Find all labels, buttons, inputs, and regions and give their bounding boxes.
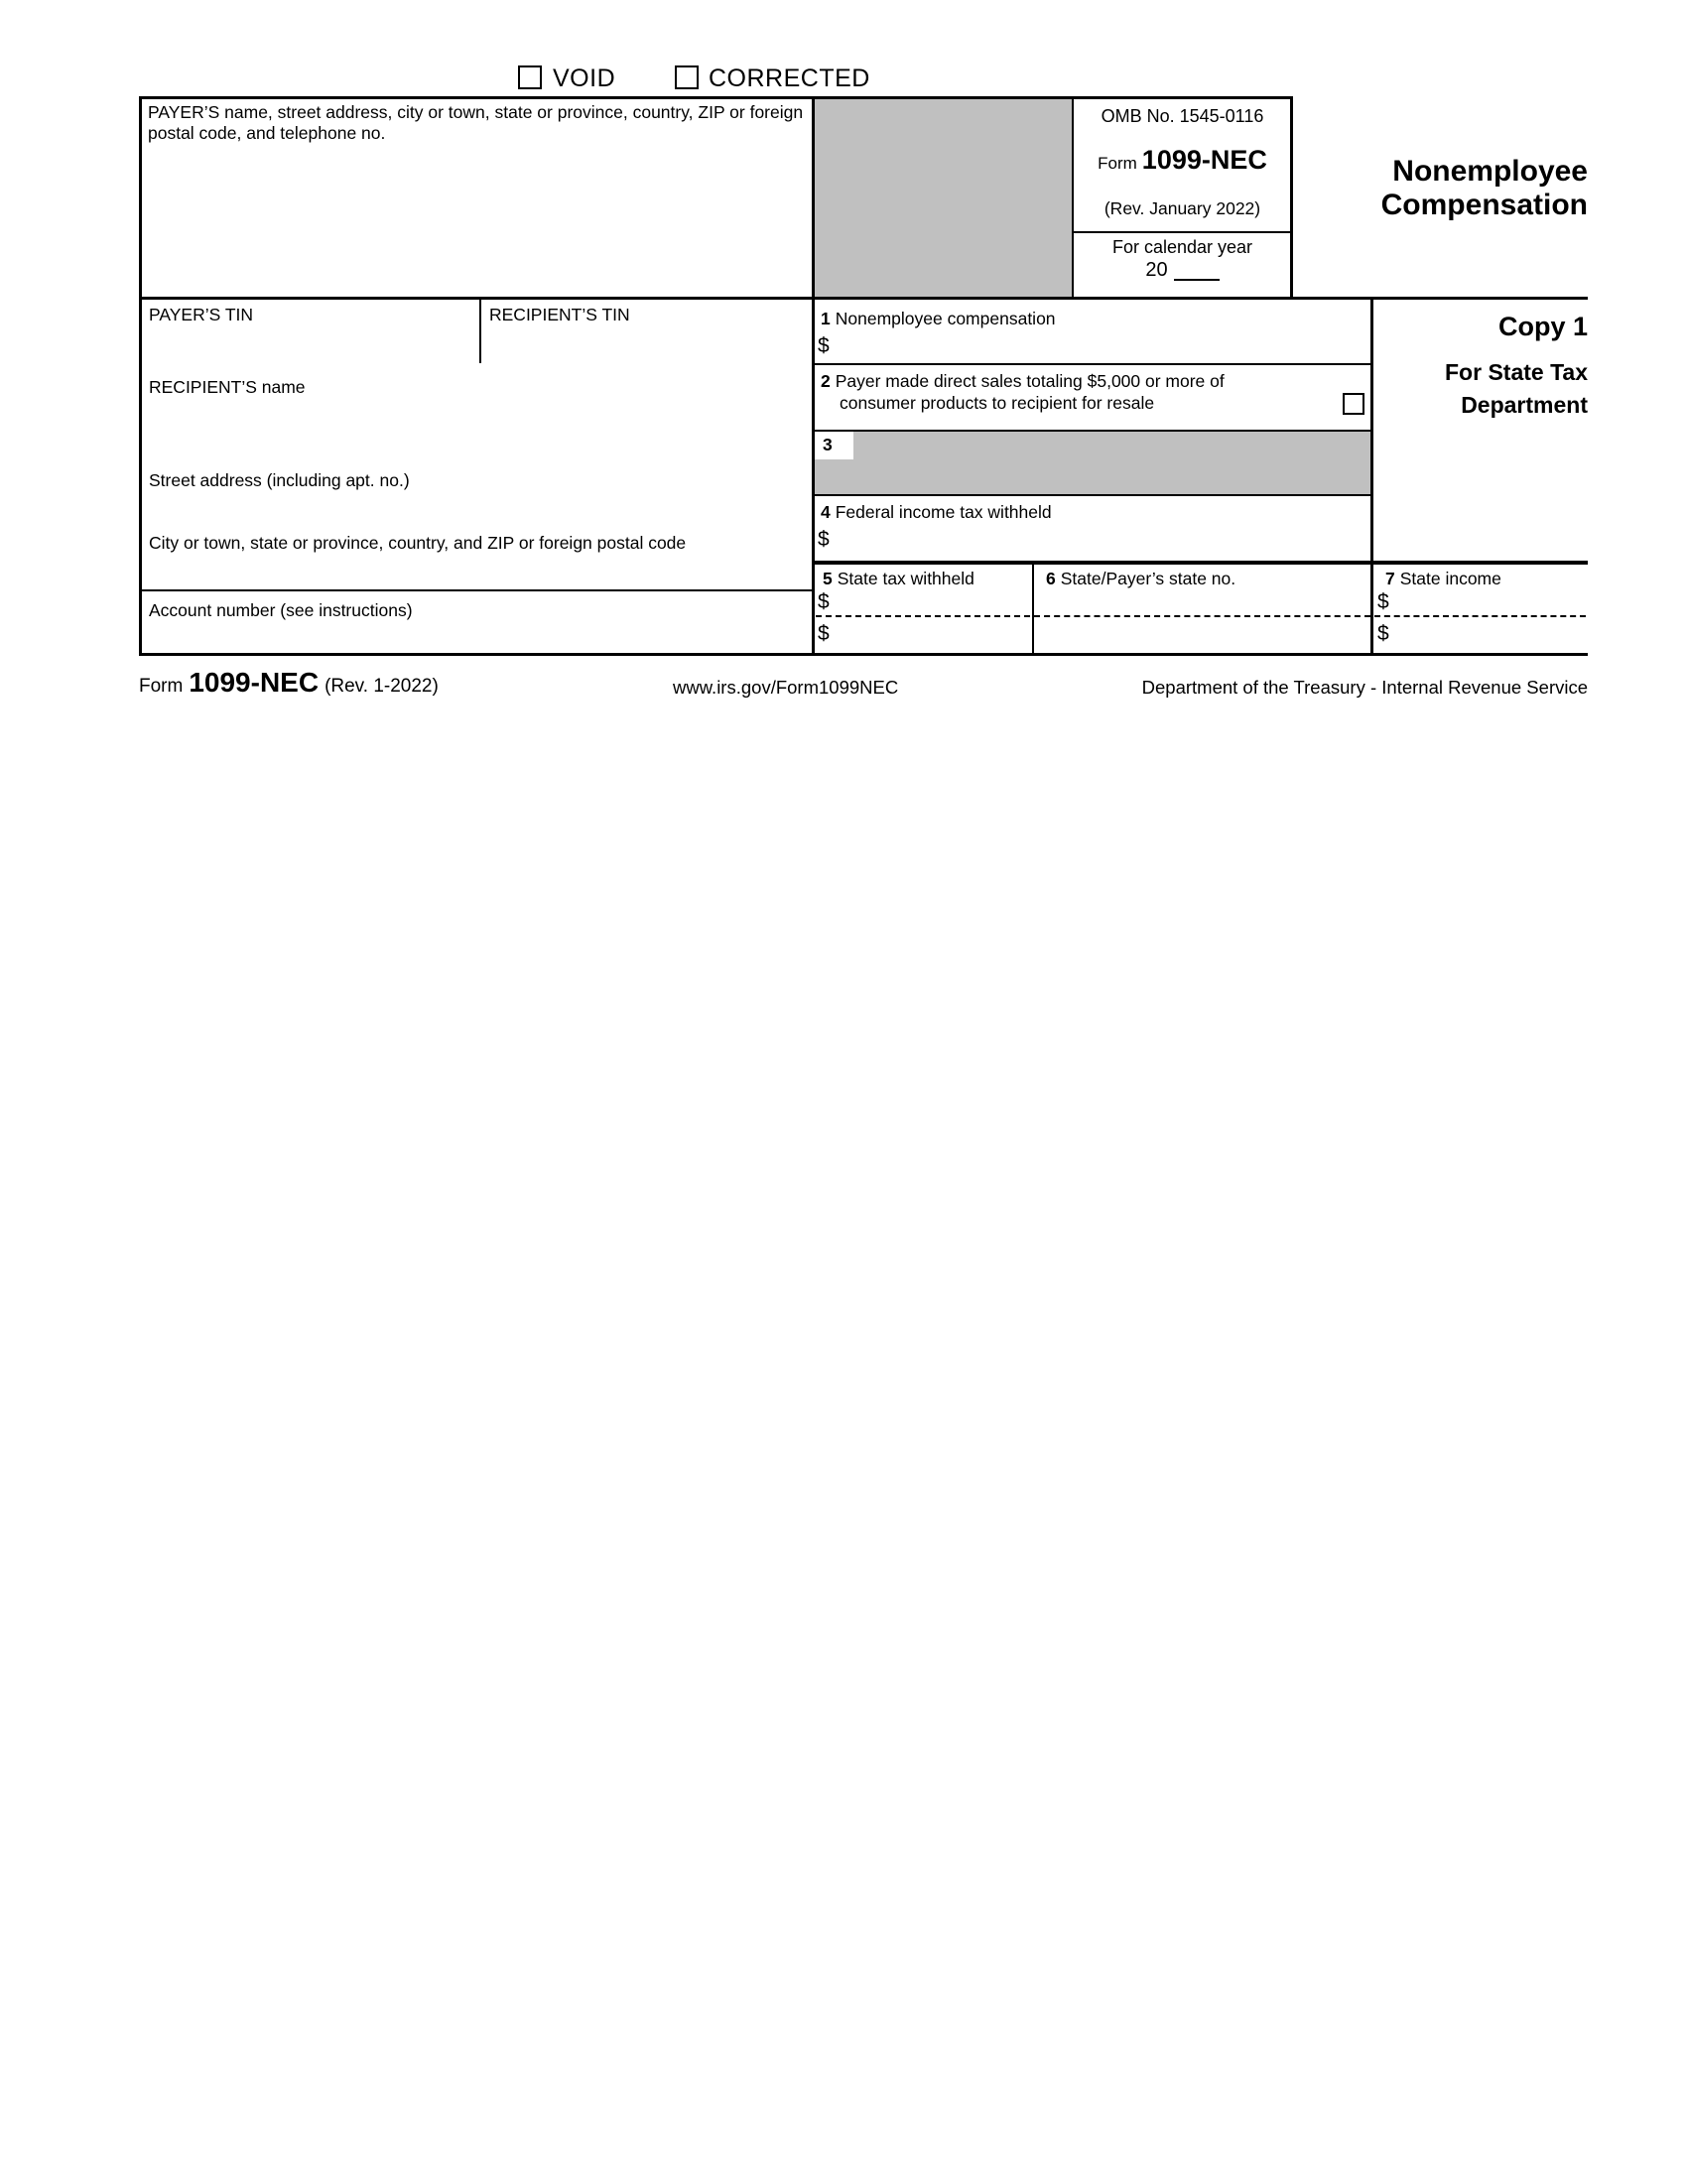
recipient-tin-input-area[interactable] [484,327,810,360]
border-left [139,96,142,656]
form-title [1381,155,1588,222]
box4-number: 4 [821,502,831,522]
box6-number: 6 [1046,569,1056,588]
box7-number: 7 [1385,569,1395,588]
box7-dollar-sign-1: $ [1377,590,1389,613]
copy-for-line2: Department [1461,392,1588,418]
box7-dollar-sign-2: $ [1377,622,1389,645]
copy-label: Copy 1 [1497,312,1588,341]
dashed-rule-box7 [1374,615,1586,617]
city-label: City or town, state or province, country, and ZIP or foreign postal code [149,533,687,553]
footer-form-id [139,667,439,699]
recipient-name-label: RECIPIENT’S name [149,377,306,397]
payer-tin-input-area[interactable] [146,327,475,360]
border-top [139,96,1293,99]
box5-amount2-input-area[interactable] [842,621,1028,649]
box4-amount-input-area[interactable] [842,526,1365,557]
box6-label [1046,569,1235,589]
form-word: Form [1098,154,1137,173]
border-middle-column [812,96,815,656]
box4-label [821,502,1052,523]
box4-dollar-sign: $ [818,528,830,551]
border-state-section [814,561,1588,565]
box4-label-text: Federal income tax withheld [835,502,1052,522]
border-boxcolumn-right [1370,297,1373,656]
box7-label-text: State income [1399,569,1501,588]
city-input-area[interactable] [146,555,806,587]
footer-revision: (Rev. 1-2022) [324,676,439,697]
box2-label-text1: Payer made direct sales totaling $5,000 or more of [835,371,1225,391]
border-account-top [139,589,814,591]
payer-info-input-area[interactable] [146,149,806,293]
corrected-label: CORRECTED [709,64,870,92]
box7-amount1-input-area[interactable] [1401,589,1586,613]
payer-info-label: PAYER’S name, street address, city or town, state or province, country, ZIP or foreign postal code, and telephone no. [148,102,804,143]
border-omb-divider [1072,231,1293,233]
corrected-checkbox[interactable] [675,65,699,89]
form-title-line2: Compensation [1380,189,1588,221]
box1-number: 1 [821,309,831,328]
footer-form-word: Form [139,676,184,697]
shaded-area-top [815,99,1072,297]
border-tin-divider [479,297,481,363]
copy-for-label [1445,356,1588,422]
calendar-year-blank[interactable] [1174,259,1220,281]
border-box5-box6 [1032,561,1034,656]
box5-label [823,569,974,589]
footer-agency: Department of the Treasury - Internal Revenue Service [1141,677,1588,698]
footer-form-number: 1099-NEC [189,667,320,698]
box5-dollar-sign-2: $ [818,622,830,645]
footer-url: www.irs.gov/Form1099NEC [673,677,899,698]
box1-label-text: Nonemployee compensation [835,309,1056,328]
box2-label-line2: consumer products to recipient for resale [840,393,1155,413]
form-number: 1099-NEC [1141,145,1267,175]
dashed-rule-box5 [816,615,1030,617]
box5-number: 5 [823,569,833,588]
box1-label [821,309,1056,329]
account-number-label: Account number (see instructions) [149,600,413,620]
form-title-line1: Nonemployee [1392,155,1588,188]
box3-number-notch [815,432,853,459]
void-checkbox[interactable] [518,65,542,89]
border-box3-box4 [814,494,1372,496]
box1-amount-input-area[interactable] [842,332,1365,360]
box2-label-line1 [821,371,1225,392]
recipient-name-input-area[interactable] [146,399,806,466]
box2-number: 2 [821,371,831,391]
box5-amount1-input-area[interactable] [842,589,1028,613]
box1-dollar-sign: $ [818,334,830,357]
box3-shaded-area [815,432,1370,494]
box5-dollar-sign-1: $ [818,590,830,613]
calendar-year-prefix: 20 [1145,259,1168,281]
calendar-year-label: For calendar year [1111,237,1253,257]
payer-tin-label: PAYER’S TIN [149,305,254,324]
box2-checkbox[interactable] [1343,393,1364,415]
street-address-label: Street address (including apt. no.) [149,470,410,490]
box5-label-text: State tax withheld [837,569,974,588]
omb-number: OMB No. 1545-0116 [1101,106,1264,126]
void-label: VOID [553,64,616,92]
box7-amount2-input-area[interactable] [1401,621,1586,649]
box3-number: 3 [823,435,833,454]
copy-for-line1: For State Tax [1445,359,1588,385]
street-address-input-area[interactable] [146,492,806,530]
revision-label: (Rev. January 2022) [1103,198,1261,218]
calendar-year-row [1074,259,1291,281]
form-number-line [1074,145,1291,176]
box6-state-no-input-area[interactable] [1037,591,1367,649]
recipient-tin-label: RECIPIENT’S TIN [489,305,630,324]
box6-label-text: State/Payer’s state no. [1060,569,1236,588]
box7-label [1385,569,1501,589]
border-box2-box3 [814,430,1372,432]
border-box1-box2 [814,363,1372,365]
account-number-input-area[interactable] [146,623,806,651]
